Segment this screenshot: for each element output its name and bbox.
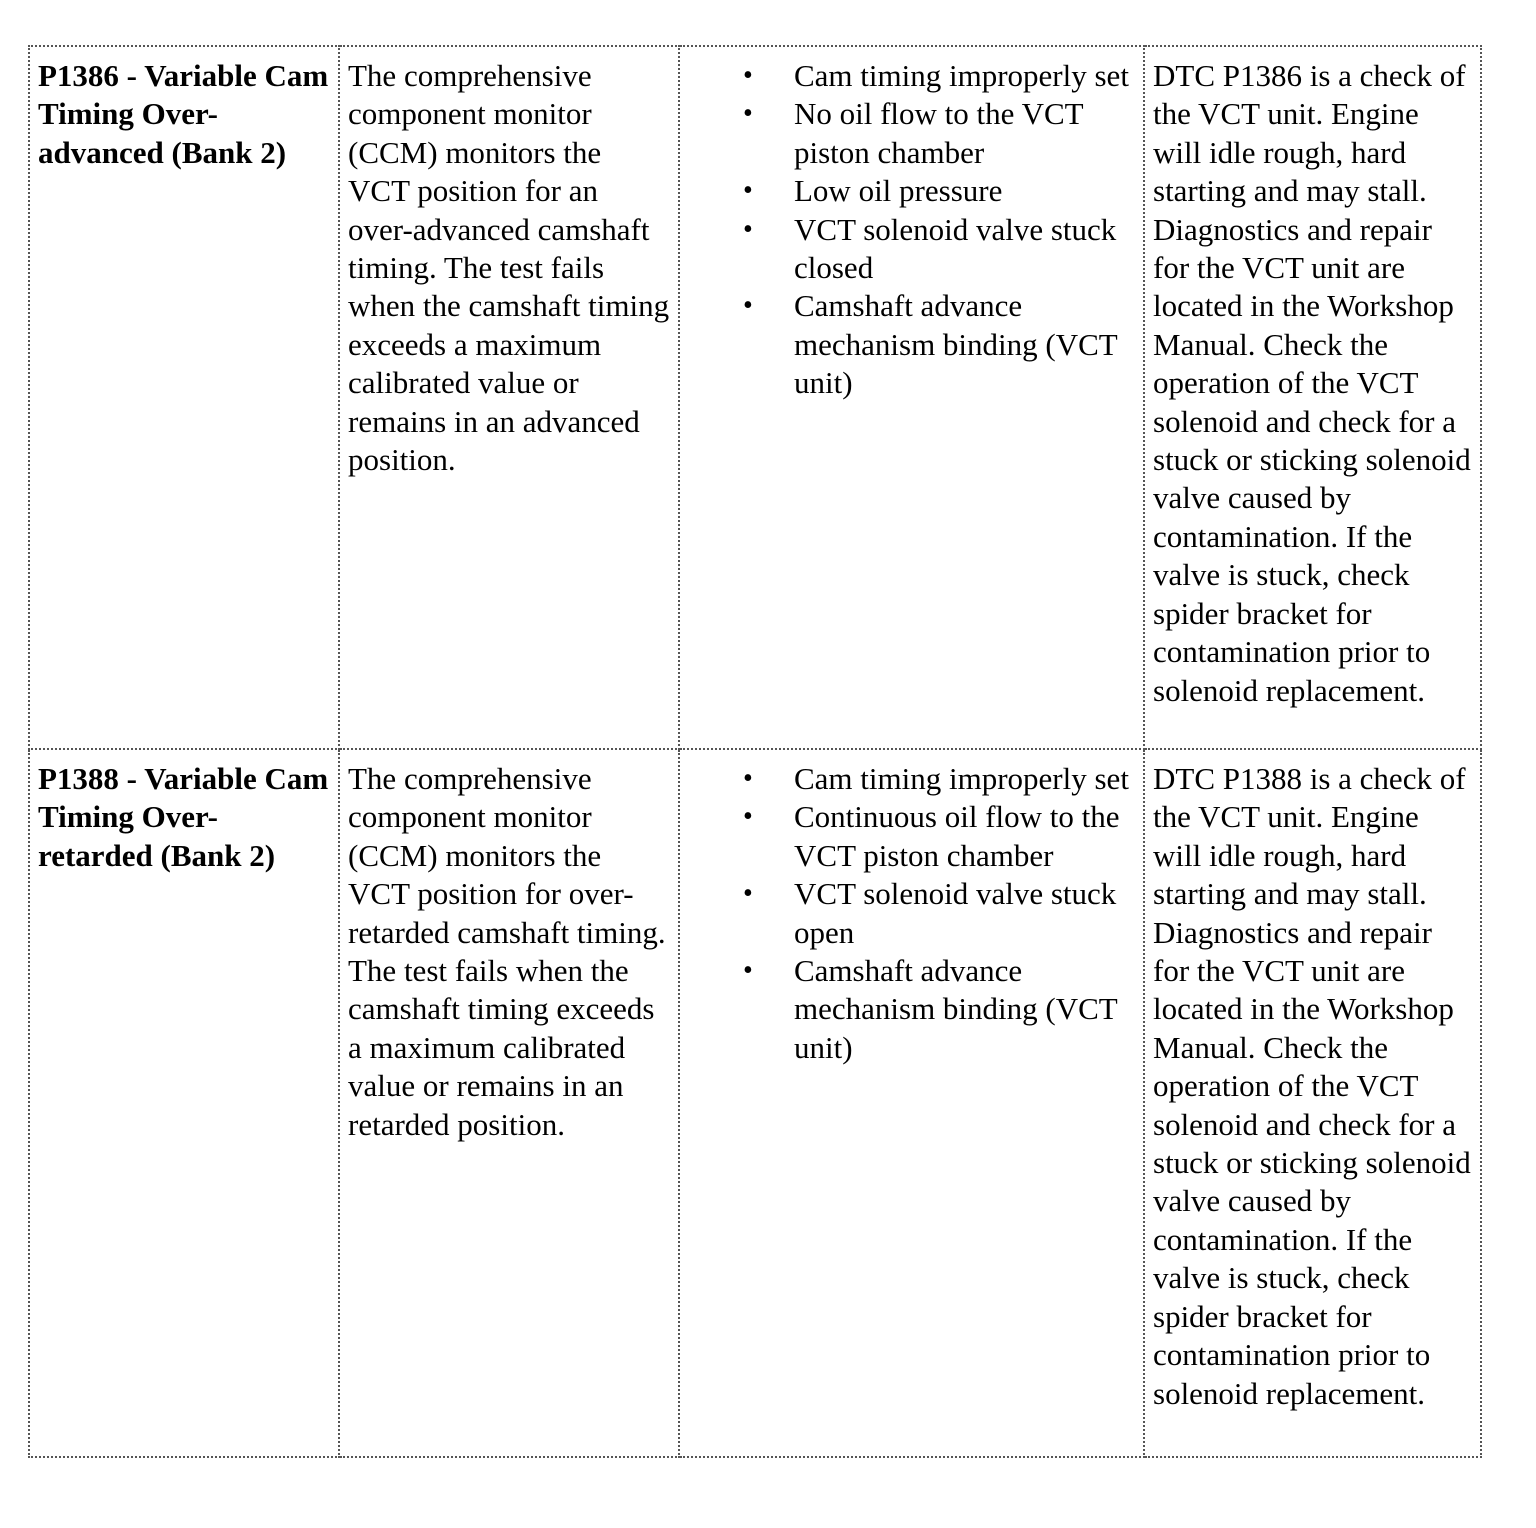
dtc-code-cell: P1388 - Variable Cam Timing Over-retarded (Bank 2) — [29, 749, 339, 1457]
description-cell: The comprehensive component monitor (CCM) monitors the VCT position for over-retarded camshaft timing. The test fails when the camshaft timing exceeds a maximum calibrated value or remains in an retarded position. — [339, 749, 679, 1457]
dtc-table — [28, 45, 1482, 1458]
causes-list — [688, 57, 1135, 403]
table-row — [29, 749, 1481, 1457]
cause-item: • Camshaft advance mechanism binding (VCT unit) — [688, 287, 1135, 402]
cause-item: • Continuous oil flow to the VCT piston chamber — [688, 798, 1135, 875]
cause-item: • Cam timing improperly set — [688, 760, 1135, 798]
cause-item: • No oil flow to the VCT piston chamber — [688, 95, 1135, 172]
cause-item: • Low oil pressure — [688, 172, 1135, 210]
cause-item: • Cam timing improperly set — [688, 57, 1135, 95]
description-cell: The comprehensive component monitor (CCM) monitors the VCT position for an over-advanced camshaft timing. The test fails when the camshaft timing exceeds a maximum calibrated value or remains in an advanced position. — [339, 46, 679, 749]
cause-item: • Camshaft advance mechanism binding (VCT unit) — [688, 952, 1135, 1067]
dtc-code-cell: P1386 - Variable Cam Timing Over-advanced (Bank 2) — [29, 46, 339, 749]
table-row — [29, 46, 1481, 749]
causes-cell — [679, 46, 1144, 749]
causes-list — [688, 760, 1135, 1067]
cause-item: • VCT solenoid valve stuck open — [688, 875, 1135, 952]
action-cell: DTC P1388 is a check of the VCT unit. Engine will idle rough, hard starting and may stall. Diagnostics and repair for the VCT unit are located in the Workshop Manual. Check the operation of the VCT solenoid and check for a stuck or sticking solenoid valve caused by contamination. If the valve is stuck, check spider bracket for contamination prior to solenoid replacement. — [1144, 749, 1481, 1457]
cause-item: • VCT solenoid valve stuck closed — [688, 211, 1135, 288]
action-cell: DTC P1386 is a check of the VCT unit. Engine will idle rough, hard starting and may stall. Diagnostics and repair for the VCT unit are located in the Workshop Manual. Check the operation of the VCT solenoid and check for a stuck or sticking solenoid valve caused by contamination. If the valve is stuck, check spider bracket for contamination prior to solenoid replacement. — [1144, 46, 1481, 749]
causes-cell — [679, 749, 1144, 1457]
